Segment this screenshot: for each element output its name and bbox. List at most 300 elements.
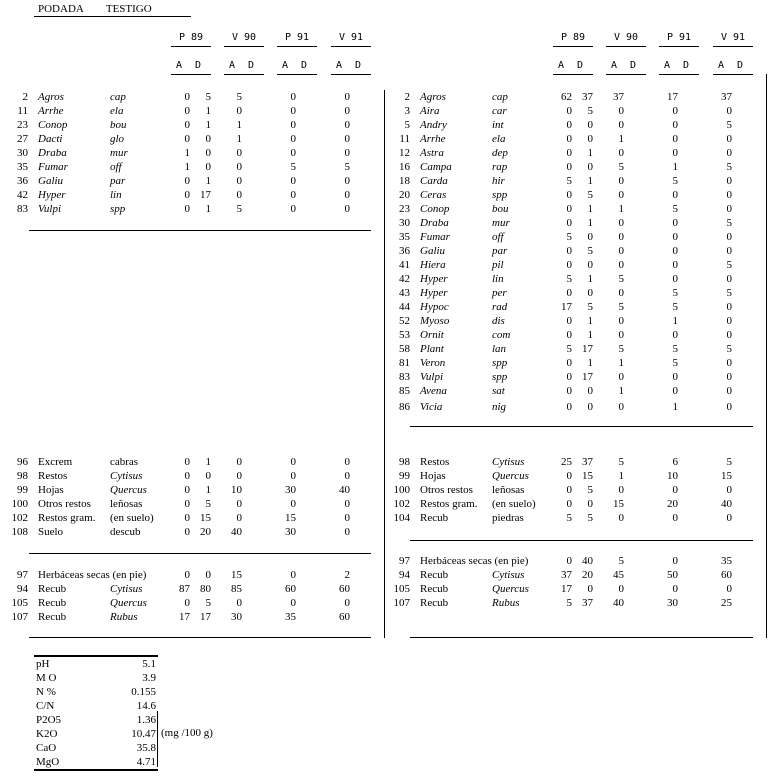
row-name: Restos gram.	[420, 498, 478, 510]
cell-value: 0	[618, 147, 624, 159]
subheader-a: A	[611, 60, 618, 71]
soil-param: M O	[36, 672, 57, 684]
cell-value: 17	[582, 371, 593, 383]
cell-value: 0	[726, 133, 732, 145]
row-qualifier: leñosas	[492, 484, 525, 496]
cell-value: 5	[618, 343, 624, 355]
cell-value: 0	[184, 484, 190, 496]
period-underline	[277, 46, 317, 47]
cell-value: 0	[566, 133, 572, 145]
row-name: Vulpi	[38, 203, 62, 215]
row-name: Hyper	[38, 189, 66, 201]
cell-value: 50	[667, 569, 678, 581]
row-qualifier: glo	[110, 133, 125, 145]
cell-value: 37	[721, 91, 732, 103]
row-name: Recub	[420, 569, 449, 581]
cell-value: 0	[236, 456, 242, 468]
row-code: 42	[399, 273, 410, 285]
cell-value: 5	[236, 203, 242, 215]
row-qualifier: Quercus	[110, 597, 147, 609]
subheader-d: D	[577, 60, 584, 71]
cell-value: 0	[618, 105, 624, 117]
cell-value: 0	[184, 470, 190, 482]
cell-value: 0	[184, 119, 190, 131]
cell-value: 5	[566, 343, 572, 355]
row-qualifier: ela	[110, 105, 124, 117]
cell-value: 6	[672, 456, 678, 468]
cell-value: 0	[726, 315, 732, 327]
cell-value: 5	[205, 597, 211, 609]
cell-value: 17	[200, 611, 211, 623]
cell-value: 0	[672, 512, 678, 524]
cell-value: 0	[344, 597, 350, 609]
cell-value: 1	[672, 315, 678, 327]
cell-value: 85	[231, 583, 242, 595]
cell-value: 0	[236, 147, 242, 159]
row-name: Otros restos	[38, 498, 91, 510]
cell-value: 80	[200, 583, 211, 595]
cell-value: 0	[618, 315, 624, 327]
cell-value: 1	[205, 175, 211, 187]
soil-param: P2O5	[36, 714, 62, 726]
cell-value: 0	[236, 597, 242, 609]
cell-value: 1	[205, 119, 211, 131]
row-code: 44	[399, 301, 410, 313]
row-qualifier: leñosas	[110, 498, 143, 510]
cell-value: 1	[587, 203, 593, 215]
row-qualifier: par	[492, 245, 508, 257]
row-code: 35	[17, 161, 28, 173]
row-qualifier: spp	[492, 189, 508, 201]
cell-value: 37	[582, 456, 593, 468]
cell-value: 5	[587, 484, 593, 496]
subheader-underline	[331, 74, 371, 75]
cell-value: 0	[566, 315, 572, 327]
row-code: 3	[404, 105, 410, 117]
subheader-d: D	[630, 60, 637, 71]
row-name: Suelo	[38, 526, 64, 538]
soil-value: 0.155	[131, 686, 156, 698]
row-code: 97	[17, 569, 28, 581]
subheader-d: D	[355, 60, 362, 71]
period-header: V 91	[338, 32, 364, 43]
cell-value: 0	[566, 371, 572, 383]
period-header: P 91	[284, 32, 310, 43]
row-qualifier: sat	[492, 385, 505, 397]
row-qualifier: Quercus	[492, 470, 529, 482]
cell-value: 37	[582, 597, 593, 609]
cell-value: 0	[672, 259, 678, 271]
row-name: Conop	[420, 203, 450, 215]
cell-value: 0	[726, 245, 732, 257]
row-code: 94	[399, 569, 410, 581]
row-qualifier: hir	[492, 175, 505, 187]
row-code: 11	[17, 105, 28, 117]
cell-value: 15	[721, 470, 732, 482]
cell-value: 5	[618, 161, 624, 173]
cell-value: 5	[587, 301, 593, 313]
cell-value: 0	[618, 217, 624, 229]
cell-value: 5	[344, 161, 350, 173]
soil-param: MgO	[36, 756, 60, 768]
row-name: Plant	[420, 343, 444, 355]
row-code: 105	[11, 597, 28, 609]
row-name: Galiu	[38, 175, 64, 187]
period-header: P 91	[666, 32, 692, 43]
title-testigo: TESTIGO	[105, 3, 152, 15]
cell-value: 0	[672, 189, 678, 201]
row-qualifier: Rubus	[492, 597, 520, 609]
cell-value: 20	[582, 569, 593, 581]
cell-value: 5	[587, 512, 593, 524]
section-separator	[410, 426, 753, 427]
cell-value: 0	[587, 498, 593, 510]
cell-value: 0	[618, 371, 624, 383]
row-name: Carda	[420, 175, 448, 187]
row-qualifier: rad	[492, 301, 508, 313]
subheader-underline	[659, 74, 699, 75]
cell-value: 0	[290, 456, 296, 468]
row-qualifier: cabras	[110, 456, 139, 468]
cell-value: 0	[344, 203, 350, 215]
cell-value: 0	[618, 484, 624, 496]
row-qualifier: rap	[492, 161, 508, 173]
cell-value: 0	[344, 175, 350, 187]
cell-value: 17	[561, 301, 572, 313]
subheader-a: A	[282, 60, 289, 71]
cell-value: 0	[344, 470, 350, 482]
soil-value: 4.71	[136, 756, 156, 768]
cell-value: 0	[618, 259, 624, 271]
subheader-underline	[224, 74, 264, 75]
cell-value: 17	[200, 189, 211, 201]
subheader-d: D	[248, 60, 255, 71]
cell-value: 1	[587, 175, 593, 187]
cell-value: 0	[672, 583, 678, 595]
cell-value: 5	[618, 456, 624, 468]
cell-value: 0	[344, 526, 350, 538]
period-underline	[171, 46, 211, 47]
cell-value: 0	[344, 189, 350, 201]
cell-value: 0	[290, 203, 296, 215]
row-code: 102	[393, 498, 410, 510]
cell-value: 5	[618, 273, 624, 285]
soil-row	[34, 727, 158, 741]
cell-value: 0	[672, 133, 678, 145]
cell-value: 5	[672, 175, 678, 187]
cell-value: 0	[344, 105, 350, 117]
cell-value: 0	[566, 161, 572, 173]
row-name: Excrem	[38, 456, 73, 468]
cell-value: 10	[231, 484, 242, 496]
cell-value: 1	[587, 329, 593, 341]
row-name: Draba	[38, 147, 67, 159]
cell-value: 0	[587, 119, 593, 131]
row-name: Otros restos	[420, 484, 473, 496]
cell-value: 0	[236, 189, 242, 201]
cell-value: 0	[672, 245, 678, 257]
period-underline	[553, 46, 593, 47]
row-name: Recub	[38, 611, 67, 623]
cell-value: 5	[672, 287, 678, 299]
cell-value: 0	[290, 470, 296, 482]
cell-value: 0	[236, 175, 242, 187]
row-code: 81	[399, 357, 410, 369]
row-code: 107	[11, 611, 28, 623]
row-name: Aira	[420, 105, 440, 117]
subheader-a: A	[558, 60, 565, 71]
cell-value: 1	[618, 470, 624, 482]
row-code: 107	[393, 597, 410, 609]
row-qualifier: off	[492, 231, 504, 243]
row-code: 41	[399, 259, 410, 271]
subheader-d: D	[737, 60, 744, 71]
row-name: Avena	[420, 385, 447, 397]
cell-value: 0	[344, 498, 350, 510]
row-name: Agros	[420, 91, 446, 103]
cell-value: 5	[566, 231, 572, 243]
row-qualifier: (en suelo)	[492, 498, 536, 510]
cell-value: 1	[618, 133, 624, 145]
row-code: 104	[393, 512, 410, 524]
row-code: 30	[17, 147, 28, 159]
cell-value: 0	[726, 329, 732, 341]
cell-value: 5	[672, 203, 678, 215]
row-qualifier: spp	[110, 203, 126, 215]
row-name: Herbáceas secas (en pie)	[420, 555, 529, 567]
cell-value: 1	[587, 315, 593, 327]
row-name: Hojas	[420, 470, 446, 482]
cell-value: 45	[613, 569, 624, 581]
subheader-d: D	[683, 60, 690, 71]
subheader-underline	[277, 74, 317, 75]
cell-value: 0	[618, 287, 624, 299]
cell-value: 35	[285, 611, 296, 623]
period-underline	[713, 46, 753, 47]
cell-value: 60	[339, 583, 350, 595]
row-name: Arrhe	[38, 105, 64, 117]
row-code: 99	[399, 470, 410, 482]
cell-value: 0	[205, 569, 211, 581]
soil-value: 1.36	[136, 714, 156, 726]
row-qualifier: spp	[492, 357, 508, 369]
row-qualifier: Quercus	[492, 583, 529, 595]
title-text	[38, 3, 174, 15]
cell-value: 15	[285, 512, 296, 524]
cell-value: 17	[582, 343, 593, 355]
cell-value: 1	[587, 273, 593, 285]
cell-value: 0	[672, 385, 678, 397]
row-name: Dacti	[38, 133, 63, 145]
row-code: 100	[393, 484, 410, 496]
row-name: Recub	[420, 597, 449, 609]
cell-value: 15	[200, 512, 211, 524]
row-qualifier: dep	[492, 147, 508, 159]
soil-value: 5.1	[142, 658, 156, 670]
cell-value: 0	[672, 231, 678, 243]
cell-value: 0	[587, 161, 593, 173]
row-code: 99	[17, 484, 28, 496]
row-code: 20	[399, 189, 410, 201]
cell-value: 5	[236, 91, 242, 103]
row-qualifier: Cytisus	[492, 569, 525, 581]
cell-value: 0	[726, 231, 732, 243]
row-name: Restos	[38, 470, 68, 482]
cell-value: 0	[290, 175, 296, 187]
cell-value: 0	[726, 583, 732, 595]
row-name: Restos	[420, 456, 450, 468]
cell-value: 0	[566, 401, 572, 413]
row-qualifier: int	[492, 119, 504, 131]
row-name: Hojas	[38, 484, 64, 496]
row-code: 52	[399, 315, 410, 327]
subheader-underline	[606, 74, 646, 75]
cell-value: 0	[344, 119, 350, 131]
row-qualifier: Cytisus	[110, 583, 143, 595]
cell-value: 0	[290, 133, 296, 145]
row-qualifier: bou	[110, 119, 127, 131]
cell-value: 0	[587, 287, 593, 299]
cell-value: 37	[613, 91, 624, 103]
row-qualifier: mur	[110, 147, 128, 159]
cell-value: 1	[618, 203, 624, 215]
cell-value: 30	[667, 597, 678, 609]
cell-value: 0	[672, 217, 678, 229]
row-qualifier: descub	[110, 526, 141, 538]
row-qualifier: lin	[110, 189, 122, 201]
row-code: 85	[399, 385, 410, 397]
cell-value: 87	[179, 583, 190, 595]
row-code: 53	[399, 329, 410, 341]
cell-value: 5	[587, 189, 593, 201]
subheader-underline	[713, 74, 753, 75]
cell-value: 40	[721, 498, 732, 510]
cell-value: 5	[618, 555, 624, 567]
row-qualifier: car	[492, 105, 507, 117]
cell-value: 0	[726, 401, 732, 413]
cell-value: 0	[236, 512, 242, 524]
cell-value: 0	[672, 119, 678, 131]
cell-value: 15	[231, 569, 242, 581]
row-name: Recub	[420, 512, 449, 524]
cell-value: 1	[236, 119, 242, 131]
row-name: Ceras	[420, 189, 447, 201]
row-name: Galiu	[420, 245, 446, 257]
period-header: P 89	[560, 32, 586, 43]
row-name: Andry	[420, 119, 447, 131]
row-code: 12	[399, 147, 410, 159]
cell-value: 0	[184, 133, 190, 145]
row-qualifier: cap	[110, 91, 126, 103]
cell-value: 0	[184, 569, 190, 581]
soil-row	[34, 671, 158, 685]
cell-value: 1	[205, 105, 211, 117]
soil-table	[34, 655, 158, 771]
cell-value: 0	[344, 91, 350, 103]
cell-value: 30	[285, 484, 296, 496]
cell-value: 0	[566, 189, 572, 201]
cell-value: 1	[672, 401, 678, 413]
cell-value: 0	[672, 329, 678, 341]
cell-value: 1	[236, 133, 242, 145]
cell-value: 1	[205, 456, 211, 468]
soil-param: CaO	[36, 742, 57, 754]
row-qualifier: dis	[492, 315, 505, 327]
row-code: 42	[17, 189, 28, 201]
row-name: Astra	[420, 147, 444, 159]
period-header: V 91	[720, 32, 746, 43]
row-code: 23	[17, 119, 28, 131]
subheader-underline	[171, 74, 211, 75]
row-qualifier: Cytisus	[110, 470, 143, 482]
cell-value: 0	[726, 385, 732, 397]
cell-value: 1	[205, 203, 211, 215]
section-separator	[29, 553, 371, 554]
cell-value: 0	[290, 91, 296, 103]
cell-value: 0	[290, 597, 296, 609]
cell-value: 0	[566, 147, 572, 159]
row-code: 105	[393, 583, 410, 595]
cell-value: 0	[184, 189, 190, 201]
subheader-d: D	[195, 60, 202, 71]
row-code: 97	[399, 555, 410, 567]
row-code: 102	[11, 512, 28, 524]
cell-value: 5	[205, 91, 211, 103]
row-qualifier: (en suelo)	[110, 512, 154, 524]
cell-value: 40	[231, 526, 242, 538]
cell-value: 17	[179, 611, 190, 623]
row-name: Vicia	[420, 401, 443, 413]
cell-value: 5	[290, 161, 296, 173]
row-name: Campa	[420, 161, 452, 173]
row-code: 94	[17, 583, 28, 595]
row-name: Vulpi	[420, 371, 444, 383]
row-qualifier: bou	[492, 203, 509, 215]
cell-value: 0	[566, 119, 572, 131]
cell-value: 0	[344, 133, 350, 145]
row-name: Hyper	[420, 287, 448, 299]
cell-value: 5	[726, 259, 732, 271]
cell-value: 5	[672, 343, 678, 355]
row-name: Agros	[38, 91, 64, 103]
row-name: Draba	[420, 217, 449, 229]
cell-value: 5	[566, 597, 572, 609]
cell-value: 10	[667, 470, 678, 482]
cell-value: 0	[566, 287, 572, 299]
row-code: 2	[22, 91, 28, 103]
cell-value: 0	[290, 498, 296, 510]
row-qualifier: cap	[492, 91, 508, 103]
cell-value: 0	[618, 119, 624, 131]
row-code: 86	[399, 401, 410, 413]
cell-value: 0	[672, 555, 678, 567]
cell-value: 0	[726, 203, 732, 215]
row-qualifier: mur	[492, 217, 510, 229]
row-code: 36	[399, 245, 410, 257]
cell-value: 0	[726, 105, 732, 117]
row-name: Hyper	[420, 273, 448, 285]
cell-value: 0	[184, 203, 190, 215]
right-border	[766, 74, 767, 638]
cell-value: 1	[587, 357, 593, 369]
cell-value: 1	[672, 161, 678, 173]
cell-value: 1	[618, 385, 624, 397]
cell-value: 5	[587, 105, 593, 117]
cell-value: 0	[236, 161, 242, 173]
cell-value: 0	[566, 203, 572, 215]
cell-value: 0	[184, 597, 190, 609]
soil-row	[34, 755, 158, 769]
